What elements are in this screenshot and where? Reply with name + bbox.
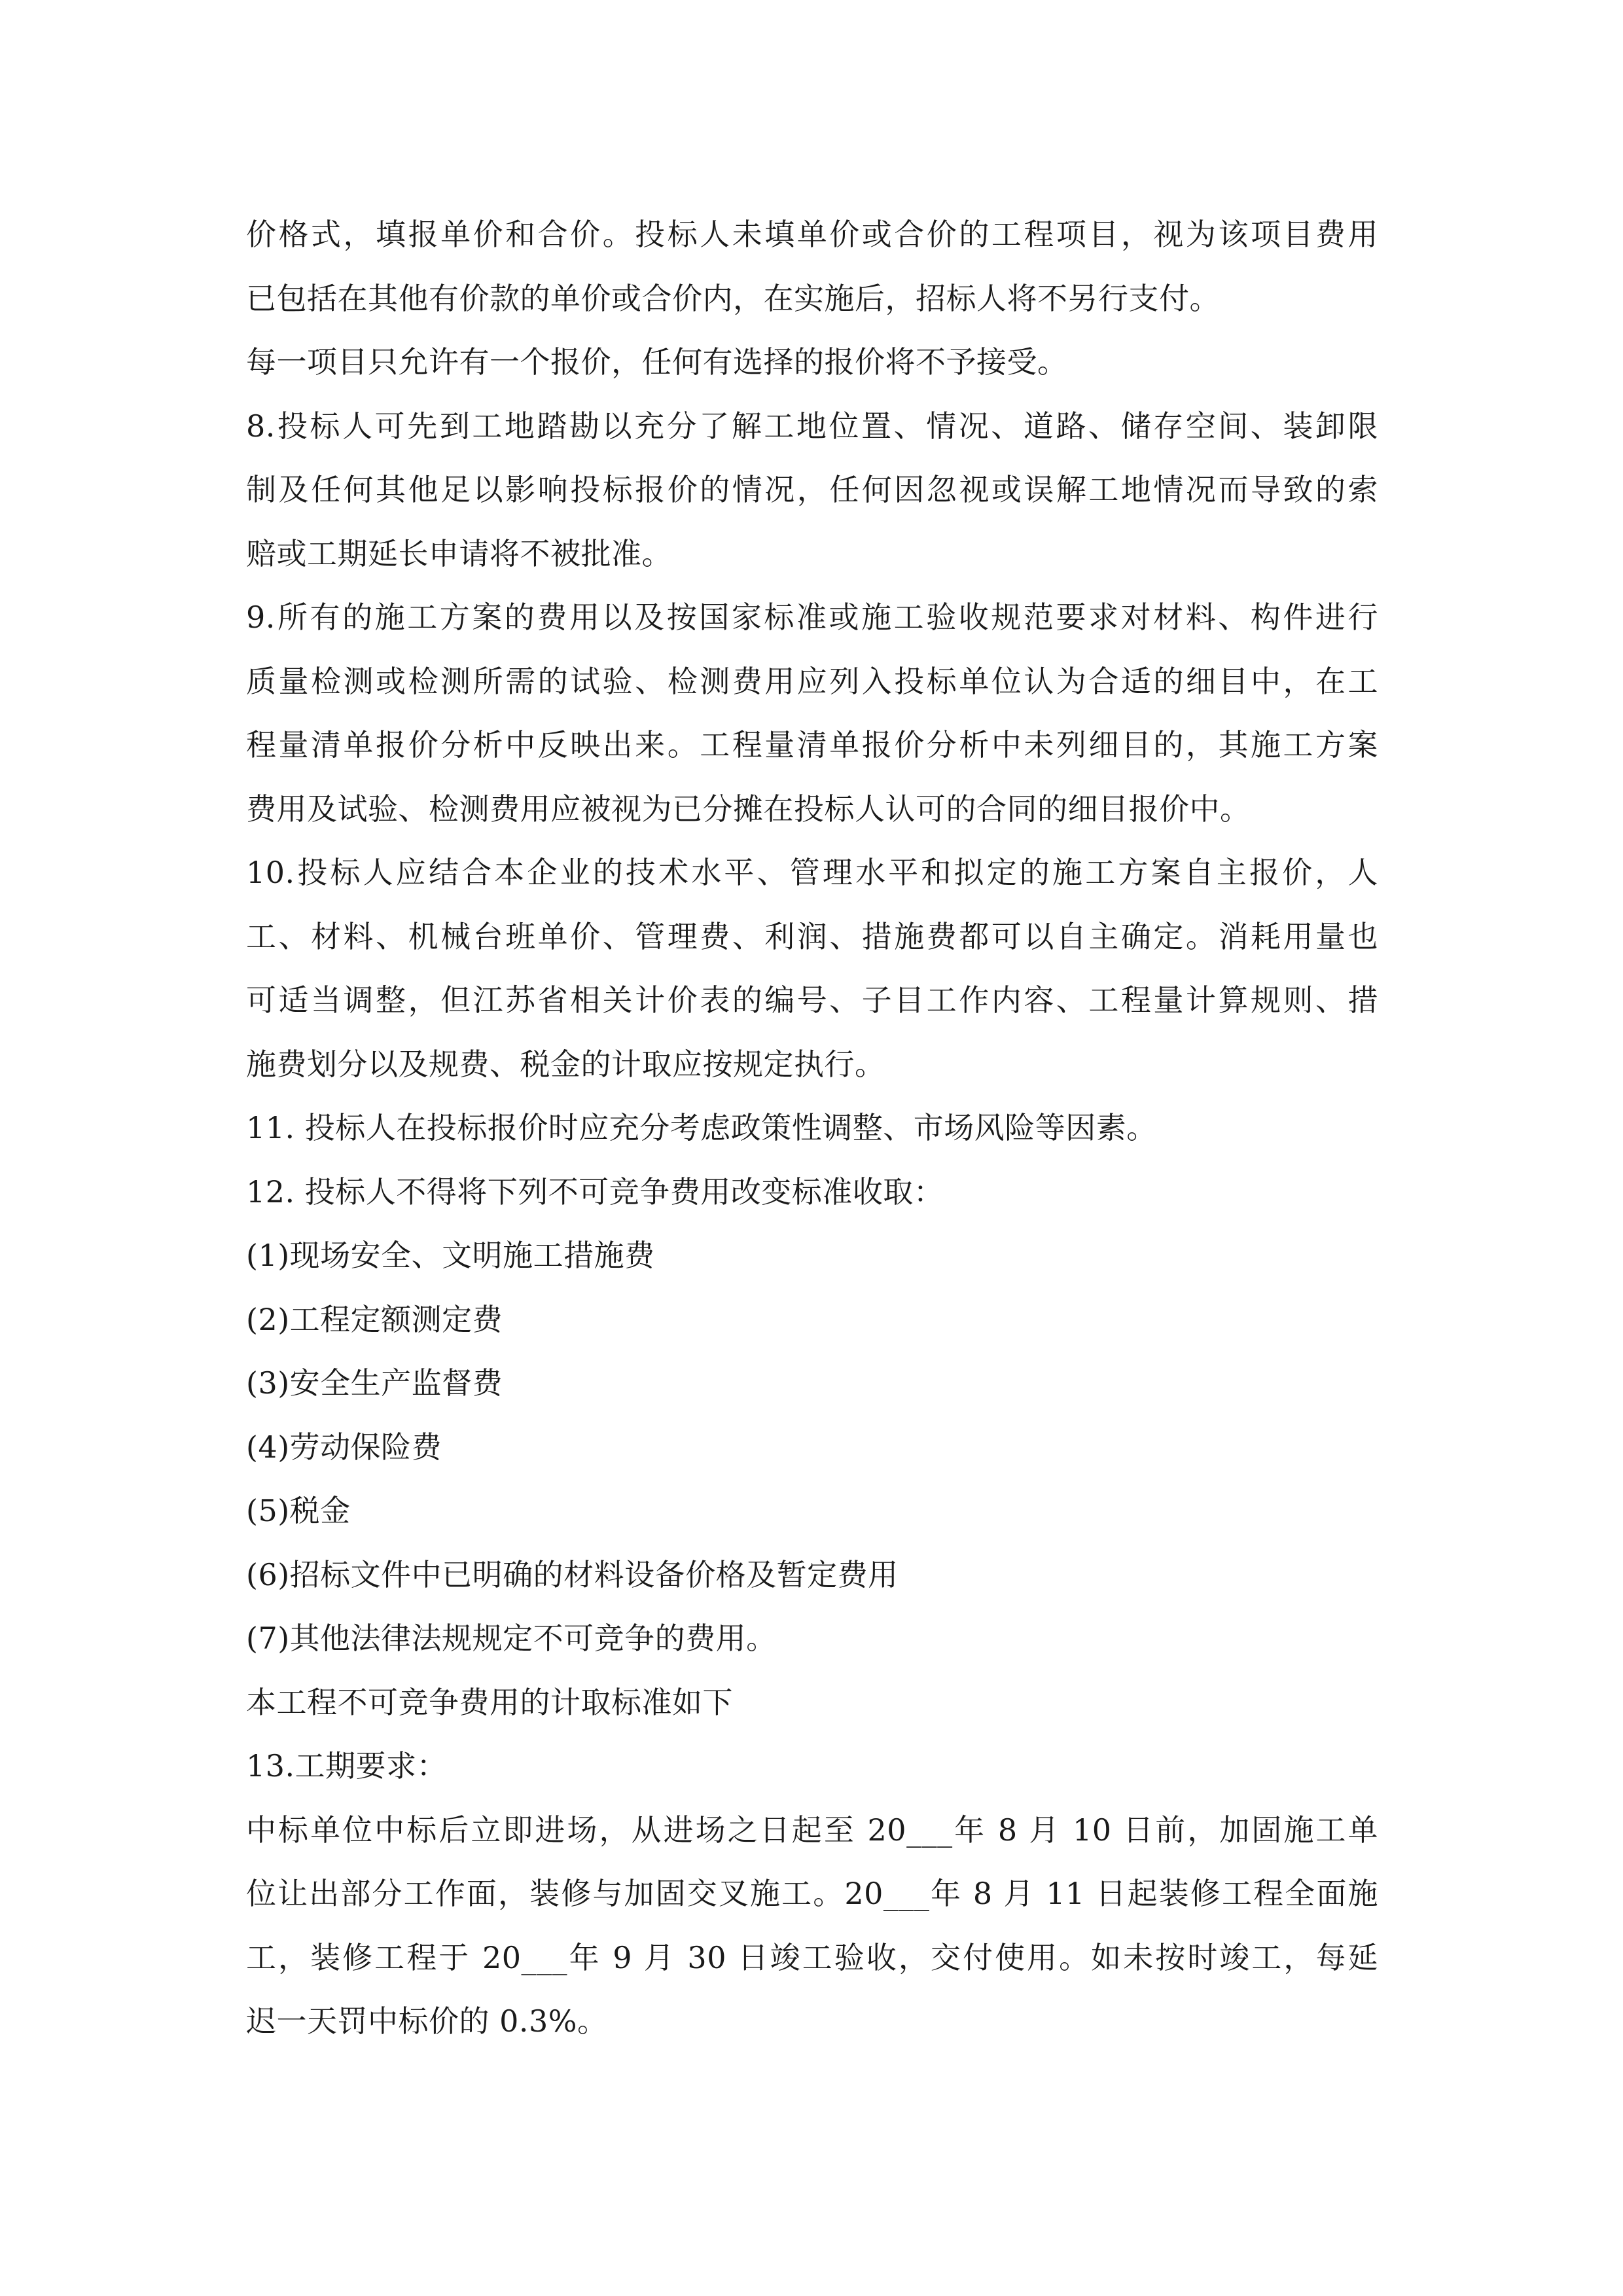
text-line: 工、材料、机械台班单价、管理费、利润、措施费都可以自主确定。消耗用量也 [246, 918, 1378, 954]
text-line: 中标单位中标后立即进场，从进场之日起至 20___年 8 月 10 日前，加固施工单 [246, 1812, 1378, 1848]
text-line: 10.投标人应结合本企业的技术水平、管理水平和拟定的施工方案自主报价，人 [246, 855, 1378, 890]
text-line: 制及任何其他足以影响投标报价的情况，任何因忽视或误解工地情况而导致的索 [246, 472, 1378, 507]
list-item: (7)其他法律法规规定不可竞争的费用。 [246, 1621, 777, 1656]
text-line: 11. 投标人在投标报价时应充分考虑政策性调整、市场风险等因素。 [246, 1110, 1157, 1145]
list-item: (1)现场安全、文明施工措施费 [246, 1238, 655, 1273]
list-item: (4)劳动保险费 [246, 1429, 442, 1465]
text-line: 本工程不可竞争费用的计取标准如下 [246, 1684, 733, 1720]
document-body [246, 203, 1378, 2054]
text-line: 12. 投标人不得将下列不可竞争费用改变标准收取： [246, 1174, 944, 1210]
text-line: 工，装修工程于 20___年 9 月 30 日竣工验收，交付使用。如未按时竣工，每延 [246, 1939, 1378, 1975]
text-line: 赔或工期延长申请将不被批准。 [246, 535, 672, 571]
text-line: 9.所有的施工方案的费用以及按国家标准或施工验收规范要求对材料、构件进行 [246, 600, 1378, 635]
text-line: 费用及试验、检测费用应被视为已分摊在投标人认可的合同的细目报价中。 [246, 791, 1251, 827]
text-line: 已包括在其他有价款的单价或合价内，在实施后，招标人将不另行支付。 [246, 280, 1220, 316]
text-line: 可适当调整，但江苏省相关计价表的编号、子目工作内容、工程量计算规则、措 [246, 982, 1378, 1018]
text-line: 位让出部分工作面，装修与加固交叉施工。20___年 8 月 11 日起装修工程全面施 [246, 1876, 1378, 1911]
list-item: (6)招标文件中已明确的材料设备价格及暂定费用 [246, 1556, 899, 1592]
text-line: 质量检测或检测所需的试验、检测费用应列入投标单位认为合适的细目中，在工 [246, 663, 1378, 699]
text-line: 程量清单报价分析中反映出来。工程量清单报价分析中未列细目的，其施工方案 [246, 727, 1378, 762]
text-line: 8.投标人可先到工地踏勘以充分了解工地位置、情况、道路、储存空间、装卸限 [246, 408, 1378, 444]
text-line: 迟一天罚中标价的 0.3%。 [246, 2003, 608, 2039]
list-item: (5)税金 [246, 1493, 351, 1528]
section-heading: 13.工期要求： [246, 1748, 448, 1784]
list-item: (3)安全生产监督费 [246, 1365, 503, 1401]
list-item: (2)工程定额测定费 [246, 1301, 503, 1337]
text-line: 价格式，填报单价和合价。投标人未填单价或合价的工程项目，视为该项目费用 [246, 217, 1378, 252]
text-line: 施费划分以及规费、税金的计取应按规定执行。 [246, 1046, 885, 1082]
text-line: 每一项目只允许有一个报价，任何有选择的报价将不予接受。 [246, 344, 1068, 380]
